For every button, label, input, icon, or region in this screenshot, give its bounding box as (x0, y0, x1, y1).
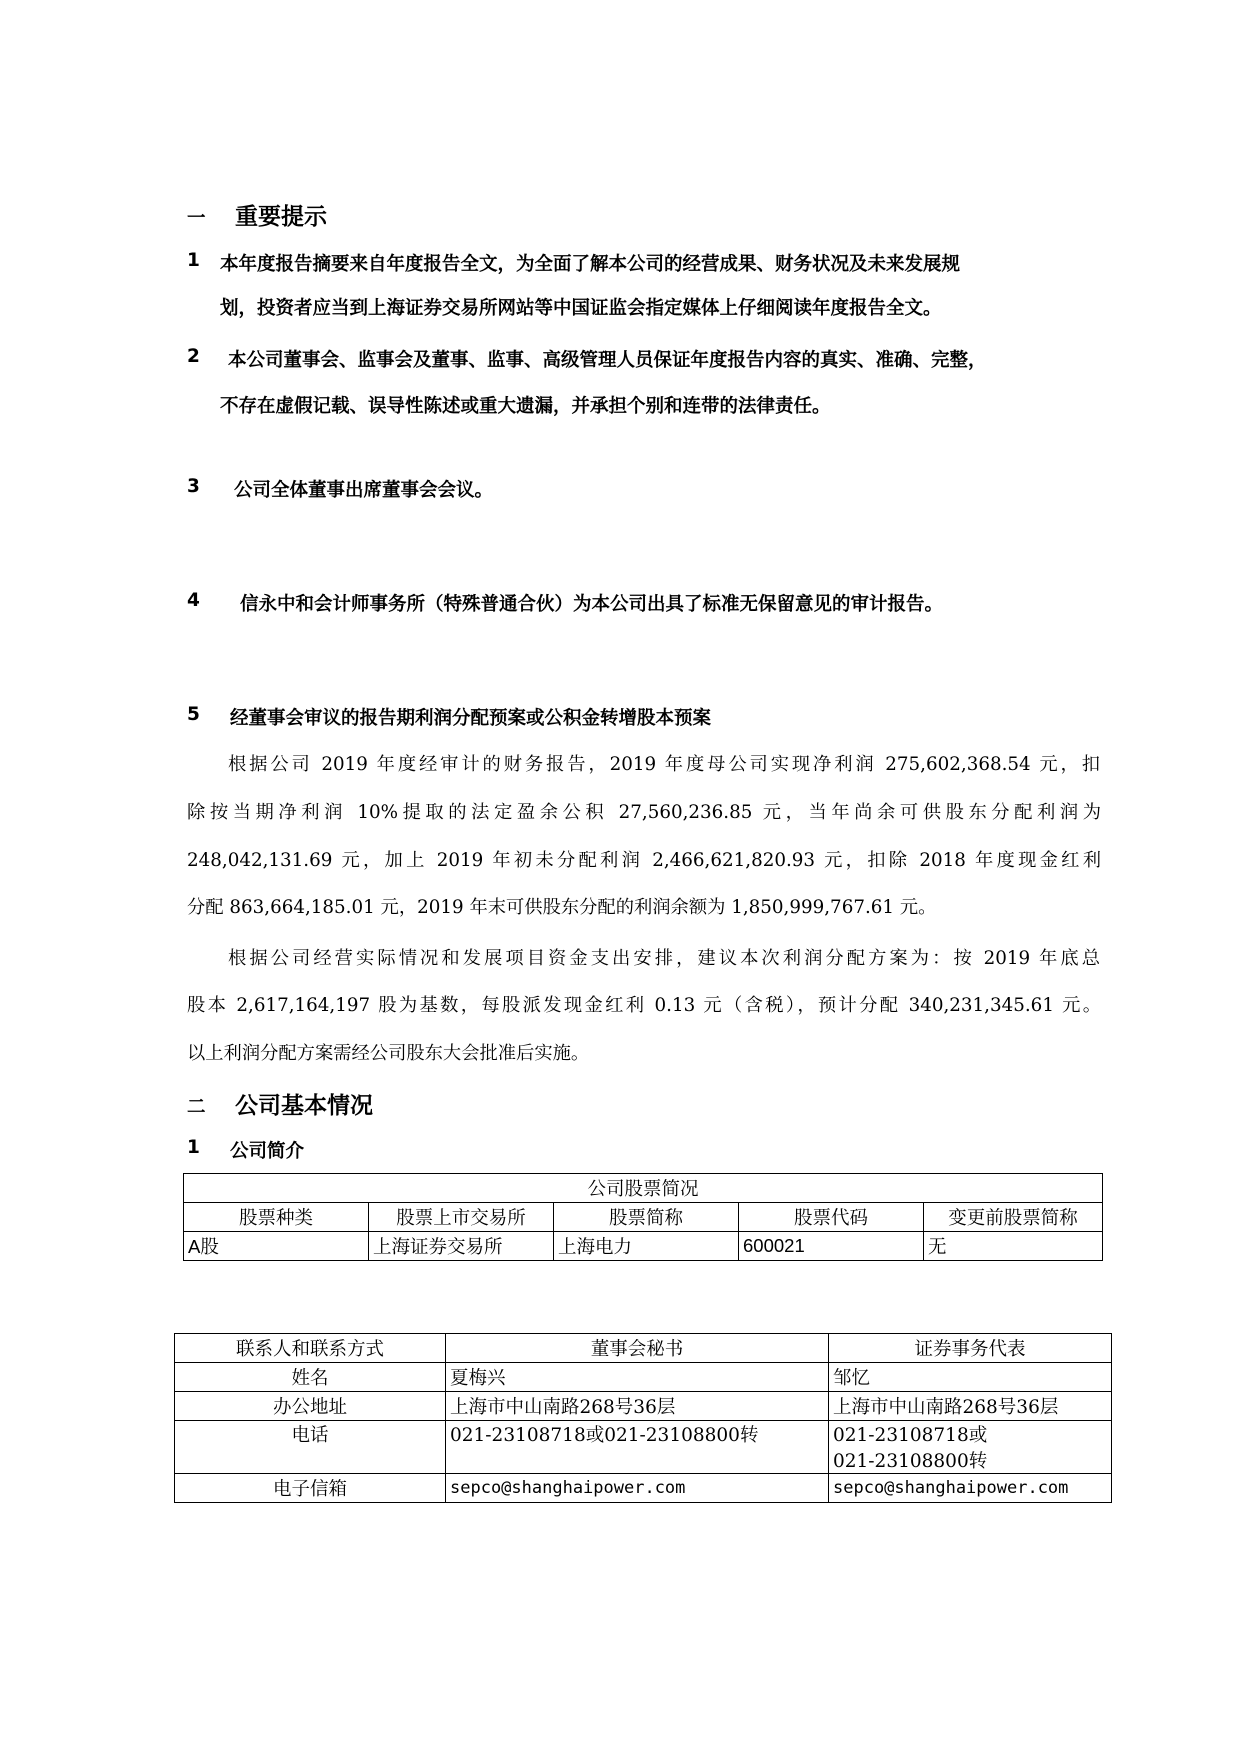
item-number: 5 (187, 704, 200, 725)
table-header-row (184, 1203, 1103, 1232)
item-number: 3 (187, 476, 200, 497)
column-header: 联系人和联系方式 (175, 1334, 446, 1363)
column-header: 股票上市交易所 (369, 1203, 554, 1232)
phone-line: 021-23108800转 (833, 1451, 988, 1472)
column-header: 股票简称 (554, 1203, 739, 1232)
item-number: 4 (187, 590, 200, 611)
table-cell: A股 (184, 1232, 369, 1261)
table-cell: 邹忆 (829, 1363, 1112, 1392)
item-text-line: 本公司董事会、监事会及董事、监事、高级管理人员保证年度报告内容的真实、准确、完整， (228, 350, 987, 371)
paragraph-line: 除按当期净利润 10%提取的法定盈余公积 27,560,236.85 元，当年尚余可供股东分配利润为 (187, 802, 1101, 823)
row-label: 办公地址 (175, 1392, 446, 1421)
section-title: 公司基本情况 (235, 1093, 374, 1119)
item-text-line: 经董事会审议的报告期利润分配预案或公积金转增股本预案 (230, 708, 712, 729)
table-cell: 无 (924, 1232, 1103, 1261)
table-cell: 上海市中山南路268号36层 (446, 1392, 829, 1421)
item-number: 2 (187, 346, 200, 367)
table-cell: 上海电力 (554, 1232, 739, 1261)
table-row (175, 1421, 1112, 1474)
phone-line: 021-23108718或 (833, 1425, 988, 1446)
table-row (175, 1474, 1112, 1503)
email-cell: sepco@shanghaipower.com (446, 1474, 829, 1503)
paragraph-line: 根据公司经营实际情况和发展项目资金支出安排，建议本次利润分配方案为：按 2019 年底总 (228, 948, 1100, 969)
item-text-line: 公司全体董事出席董事会会议。 (234, 480, 494, 501)
row-label: 姓名 (175, 1363, 446, 1392)
column-header: 变更前股票简称 (924, 1203, 1103, 1232)
email-cell: sepco@shanghaipower.com (829, 1474, 1112, 1503)
row-label: 电子信箱 (175, 1474, 446, 1503)
paragraph-line: 根据公司 2019 年度经审计的财务报告，2019 年度母公司实现净利润 275,602,368.54 元，扣 (228, 754, 1100, 775)
column-header: 董事会秘书 (446, 1334, 829, 1363)
section-1-heading (187, 198, 327, 231)
subsection-title: 公司简介 (230, 1141, 305, 1162)
row-label: 电话 (175, 1421, 446, 1474)
table-cell: 上海市中山南路268号36层 (829, 1392, 1112, 1421)
section-2-heading (187, 1087, 373, 1120)
table-header-row (175, 1334, 1112, 1363)
item-text-line: 信永中和会计师事务所（特殊普通合伙）为本公司出具了标准无保留意见的审计报告。 (240, 594, 944, 615)
section-marker: 二 (187, 1097, 206, 1118)
column-header: 股票种类 (184, 1203, 369, 1232)
contact-info-table (174, 1333, 1112, 1503)
section-marker: 一 (187, 208, 206, 229)
item-text-line: 本年度报告摘要来自年度报告全文，为全面了解本公司的经营成果、财务状况及未来发展规 (220, 254, 961, 275)
subsection-number: 1 (187, 1137, 200, 1158)
table-cell: 021-23108718或021-23108800转 (446, 1421, 829, 1474)
paragraph-line: 248,042,131.69 元，加上 2019 年初未分配利润 2,466,621,820.93 元，扣除 2018 年度现金红利 (187, 850, 1101, 871)
paragraph-line: 分配 863,664,185.01 元，2019 年末可供股东分配的利润余额为 1,850,999,767.61 元。 (187, 897, 937, 918)
paragraph-line: 股本 2,617,164,197 股为基数，每股派发现金红利 0.13 元（含税），预计分配 340,231,345.61 元。 (187, 995, 1101, 1016)
table-caption: 公司股票简况 (184, 1174, 1103, 1203)
item-number: 1 (187, 250, 200, 271)
table-row (175, 1392, 1112, 1421)
table-row (184, 1232, 1103, 1261)
table-cell: 夏梅兴 (446, 1363, 829, 1392)
paragraph-line: 以上利润分配方案需经公司股东大会批准后实施。 (187, 1043, 590, 1064)
column-header: 股票代码 (739, 1203, 924, 1232)
item-text-line: 划，投资者应当到上海证券交易所网站等中国证监会指定媒体上仔细阅读年度报告全文。 (220, 298, 942, 319)
table-row (175, 1363, 1112, 1392)
column-header: 证券事务代表 (829, 1334, 1112, 1363)
table-cell: 上海证券交易所 (369, 1232, 554, 1261)
item-text-line: 不存在虚假记载、误导性陈述或重大遗漏，并承担个别和连带的法律责任。 (220, 396, 831, 417)
table-cell (829, 1421, 1112, 1474)
section-title: 重要提示 (235, 204, 328, 230)
stock-info-table (183, 1173, 1103, 1261)
table-cell: 600021 (739, 1232, 924, 1261)
